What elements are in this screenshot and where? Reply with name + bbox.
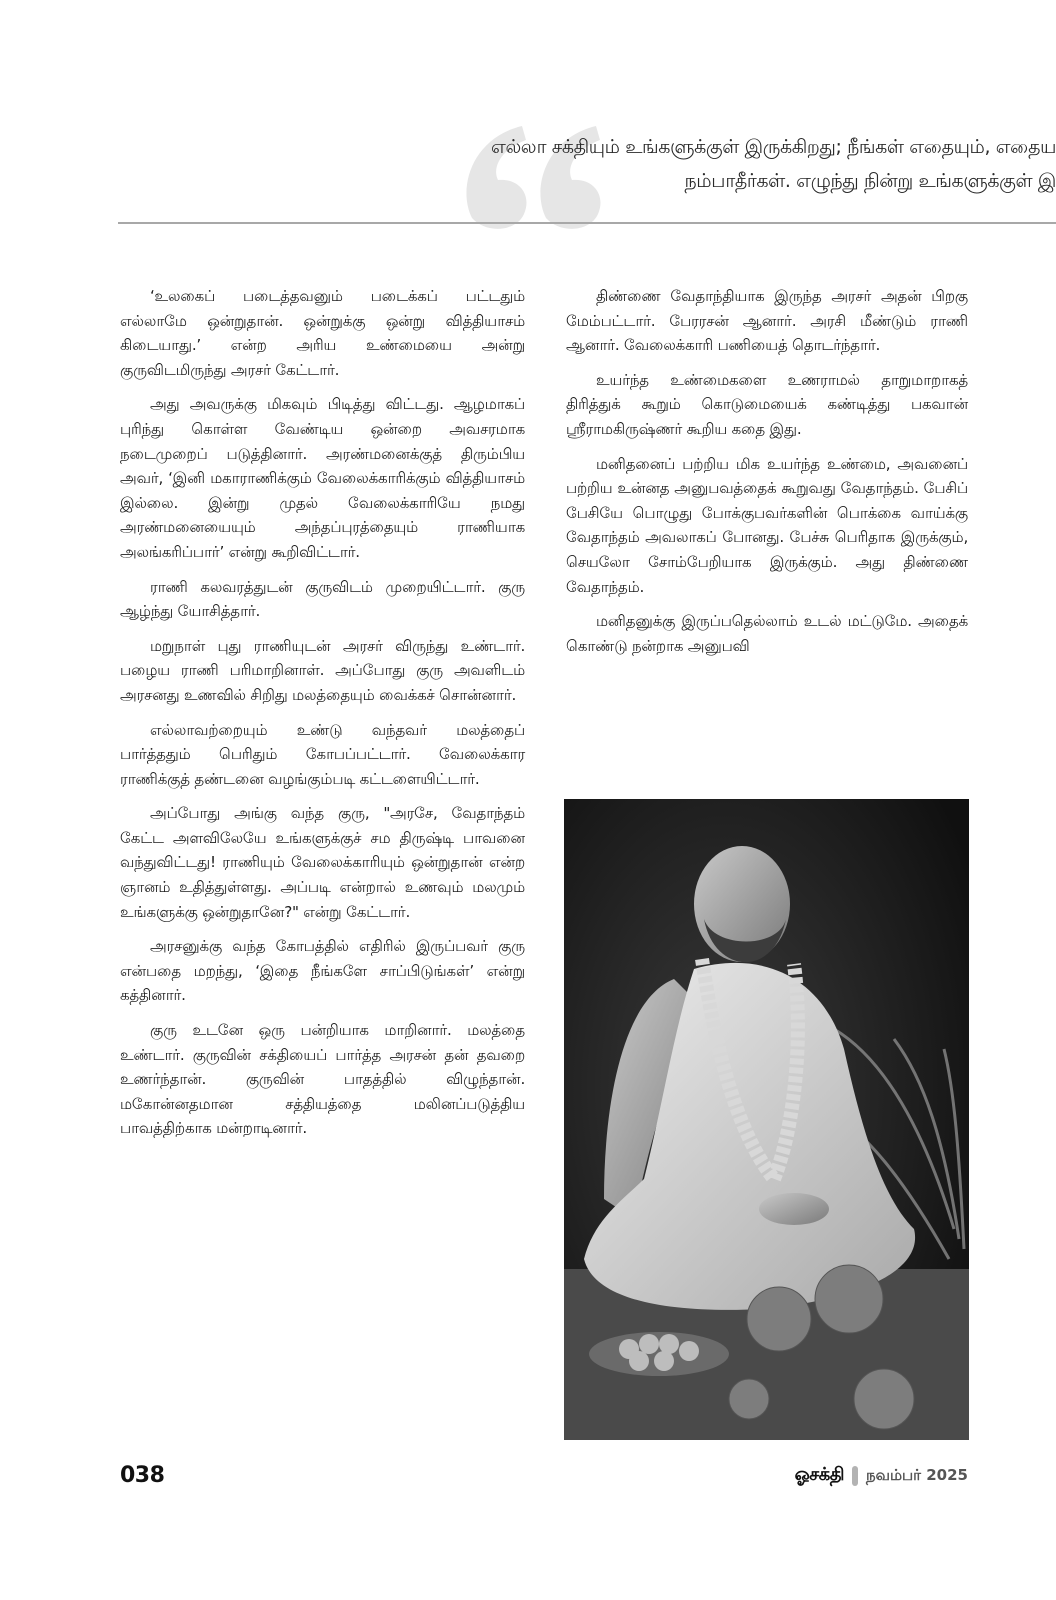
saint-illustration: [564, 799, 969, 1440]
page-number: 038: [120, 1463, 165, 1488]
paragraph: அது அவருக்கு மிகவும் பிடித்து விட்டது. ஆழமாகப் புரிந்து கொள்ள வேண்டிய ஒன்றை அவசரமாக நடைமுறைப் படுத்தினார். அரண்மனைக்குத் திரும்பிய அவர், ‘இனி மகாராணிக்கும் வேலைக்காரிக்கும் வித்தியாசம் இல்லை. இன்று முதல் வேலைக்காரியே நமது அரண்மனையையும் அந்தப்புரத்தையும் ராணியாக அலங்கரிப்பார்’ என்று கூறிவிட்டார்.: [120, 395, 525, 561]
paragraph: மனிதனைப் பற்றிய மிக உயர்ந்த உண்மை, அவனைப் பற்றிய உன்னத அனுபவத்தைக் கூறுவது வேதாந்தம். பேசிப் பேசியே பொழுது போக்குபவர்களின் பொக்கை வாய்க்கு வேதாந்தம் அவலாகப் போனது. பேச்சு பெரிதாக இருக்கும், செயலோ சோம்பேறியாக இருக்கும். அது திண்ணை வேதாந்தம்.: [566, 454, 968, 596]
left-column: [120, 284, 525, 1151]
right-column: [566, 284, 968, 668]
paragraph: குரு உடனே ஒரு பன்றியாக மாறினார். மலத்தை உண்டார். குருவின் சக்தியைப் பார்த்த அரசன் தன் தவறை உணர்ந்தான். குருவின் பாதத்தில் விழுந்தான். மகோன்னதமான சத்தியத்தை மலினப்படுத்திய பாவத்திற்காக மன்றாடினார்.: [120, 1021, 525, 1138]
pull-quote: [296, 130, 1056, 198]
paragraph: மறுநாள் புது ராணியுடன் அரசர் விருந்து உண்டார். பழைய ராணி பரிமாறினாள். அப்போது குரு அவளிடம் அரசனது உணவில் சிறிது மலத்தையும் வைக்கச் சொன்னார்.: [120, 636, 525, 704]
paragraph: ராணி கலவரத்துடன் குருவிடம் முறையிட்டார். குரு ஆழ்ந்து யோசித்தார்.: [120, 577, 525, 621]
separator-bar-icon: [852, 1466, 858, 1486]
paragraph: அப்போது அங்கு வந்த குரு, "அரசே, வேதாந்தம் கேட்ட அளவிலேயே உங்களுக்குச் சம திருஷ்டி பாவனை வந்துவிட்டது! ராணியும் வேலைக்காரியும் ஒன்றுதான் என்ற ஞானம் உதித்துள்ளது. அப்படி என்றால் உணவும் மலமும் உங்களுக்கு ஒன்றுதானே?" என்று கேட்டார்.: [120, 804, 525, 921]
paragraph: எல்லாவற்றையும் உண்டு வந்தவர் மலத்தைப் பார்த்ததும் பெரிதும் கோபப்பட்டார். வேலைக்கார ராணிக்குத் தண்டனை வழங்கும்படி கட்டளையிட்டார்.: [120, 720, 525, 788]
header-divider: [118, 222, 1056, 224]
paragraph: திண்ணை வேதாந்தியாக இருந்த அரசர் அதன் பிறகு மேம்பட்டார். பேரரசன் ஆனார். அரசி மீண்டும் ராணி ஆனார். வேலைக்காரி பணியைத் தொடர்ந்தார்.: [566, 287, 968, 355]
paragraph: மனிதனுக்கு இருப்பதெல்லாம் உடல் மட்டுமே. அதைக் கொண்டு நன்றாக அனுபவி: [566, 612, 968, 655]
issue-date: நவம்பர் 2025: [865, 1465, 968, 1484]
magazine-name: ஓசக்தி: [794, 1464, 844, 1485]
footer-masthead: [795, 1464, 968, 1487]
pull-quote-line: எல்லா சக்தியும் உங்களுக்குள் இருக்கிறது; நீங்கள் எதையும், எதைய: [491, 136, 1056, 158]
paragraph: ‘உலகைப் படைத்தவனும் படைக்கப் பட்டதும் எல்லாமே ஒன்றுதான். ஒன்றுக்கு ஒன்று வித்தியாசம் கிடையாது.’ என்ற அரிய உண்மையை அன்று குருவிடமிருந்து அரசர் கேட்டார்.: [120, 287, 525, 379]
paragraph: அரசனுக்கு வந்த கோபத்தில் எதிரில் இருப்பவர் குரு என்பதை மறந்து, ‘இதை நீங்களே சாப்பிடுங்கள்’ என்று கத்தினார்.: [120, 937, 525, 1005]
paragraph: உயர்ந்த உண்மைகளை உணராமல் தாறுமாறாகத் திரித்துக் கூறும் கொடுமையைக் கண்டித்து பகவான் ஸ்ரீராமகிருஷ்ணர் கூறிய கதை இது.: [566, 370, 968, 438]
pull-quote-line: நம்பாதீர்கள். எழுந்து நின்று உங்களுக்குள் இ: [684, 170, 1056, 192]
